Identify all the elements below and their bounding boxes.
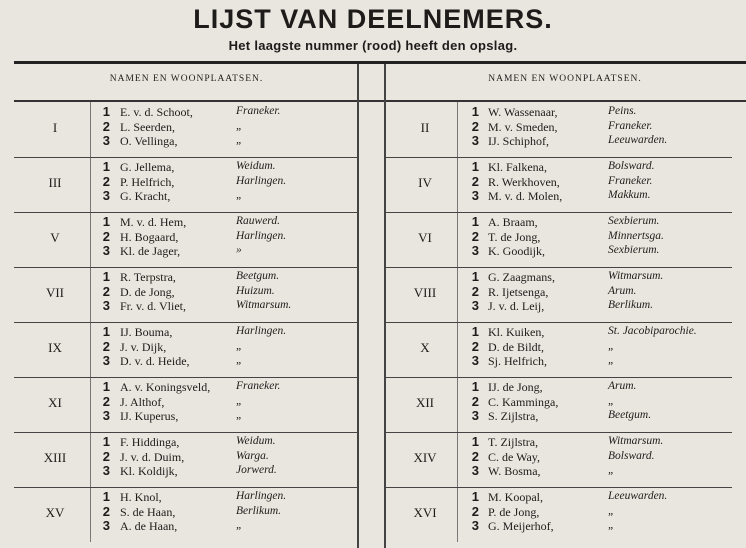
player-residence: „ — [608, 354, 615, 366]
player-name: Sj. Helfrich, — [488, 354, 547, 368]
player-rank: 1 — [102, 214, 110, 229]
player-residence: „ — [236, 394, 243, 407]
player-rank: 2 — [102, 448, 110, 464]
player-name: IJ. Schiphof, — [488, 134, 549, 148]
player-name: M. v. d. Molen, — [488, 189, 563, 203]
player-residence: „ — [236, 339, 243, 352]
player-residence: Harlingen. — [236, 229, 287, 242]
group-number: XII — [415, 395, 435, 410]
player-name: J. v. Dijk, — [120, 339, 167, 354]
player-residence: „ — [236, 119, 243, 132]
player-name: A. Braam, — [488, 215, 538, 229]
player-rank: 3 — [102, 133, 110, 148]
player-name: J. Althof, — [120, 394, 165, 409]
header-rule — [14, 100, 746, 102]
player-rank: 3 — [471, 408, 479, 423]
player-name: G. Meijerhof, — [488, 519, 554, 533]
player-residence: Franeker. — [236, 105, 281, 117]
player-rank: 3 — [471, 298, 479, 313]
player-residence: Minnertsga. — [608, 229, 664, 242]
player-name: A. de Haan, — [120, 519, 178, 533]
player-rank: 3 — [471, 463, 479, 478]
player-rank: 3 — [102, 518, 110, 533]
player-name: D. v. d. Heide, — [120, 354, 190, 368]
player-residence: „ — [236, 409, 243, 421]
player-rank: 1 — [471, 324, 479, 339]
player-rank: 3 — [471, 518, 479, 533]
player-residence: Weidum. — [236, 435, 276, 447]
player-name: E. v. d. Schoot, — [120, 105, 193, 119]
player-residence: Witmarsum. — [608, 435, 664, 447]
player-name: S. de Haan, — [120, 504, 176, 519]
player-name: J. v. d. Duim, — [120, 449, 185, 464]
player-residence: Makkum. — [608, 189, 651, 201]
player-residence: „ — [236, 519, 243, 531]
column-header-left: NAMEN EN WOONPLAATSEN. — [109, 74, 264, 84]
player-rank: 2 — [471, 503, 479, 519]
player-residence: Bolsward. — [608, 160, 655, 172]
player-residence: Peins. — [608, 105, 637, 117]
page-title: LIJST VAN DEELNEMERS. — [193, 4, 553, 34]
player-rank: 3 — [102, 353, 110, 368]
group-divider — [14, 487, 357, 488]
player-rank: 3 — [102, 298, 110, 313]
player-name: IJ. Bouma, — [120, 325, 173, 339]
top-rule — [14, 61, 746, 64]
player-name: P. de Jong, — [488, 504, 540, 519]
player-name: O. Vellinga, — [120, 134, 178, 148]
player-rank: 2 — [471, 283, 479, 299]
player-name: W. Bosma, — [488, 464, 541, 478]
player-residence: » — [236, 244, 242, 256]
player-name: Fr. v. d. Vliet, — [120, 299, 187, 313]
player-rank: 2 — [102, 283, 110, 299]
player-residence: Bolsward. — [608, 449, 655, 462]
player-name: Kl. de Jager, — [120, 244, 181, 258]
player-rank: 1 — [471, 159, 479, 174]
player-name: M. v. d. Hem, — [120, 215, 187, 229]
player-residence: „ — [608, 464, 615, 476]
player-residence: „ — [236, 189, 243, 201]
player-rank: 2 — [471, 338, 479, 354]
group-number: XI — [48, 395, 62, 410]
player-name: T. de Jong, — [488, 229, 541, 244]
player-rank: 1 — [102, 489, 110, 504]
player-name: G. Jellema, — [120, 160, 175, 174]
group-number: IX — [48, 340, 62, 355]
player-rank: 2 — [102, 228, 110, 244]
player-rank: 2 — [102, 503, 110, 519]
player-rank: 2 — [102, 338, 110, 354]
player-residence: Franeker. — [236, 380, 281, 392]
player-rank: 1 — [102, 434, 110, 449]
player-name: P. Helfrich, — [120, 174, 175, 189]
player-residence: Sexbierum. — [608, 244, 660, 256]
player-name: T. Zijlstra, — [488, 435, 539, 449]
column-divider-right — [384, 64, 386, 548]
group-divider — [14, 377, 357, 378]
player-residence: Arum. — [608, 380, 637, 392]
player-rank: 1 — [102, 324, 110, 339]
group-divider — [384, 267, 732, 268]
player-name: A. v. Koningsveld, — [120, 380, 211, 394]
column-divider-left — [357, 64, 359, 548]
player-name: IJ. de Jong, — [488, 380, 543, 394]
player-name: C. de Way, — [488, 449, 541, 464]
group-number: XIII — [43, 450, 67, 465]
group-number: IV — [418, 175, 432, 190]
player-residence: Franeker. — [608, 174, 653, 187]
player-name: IJ. Kuperus, — [120, 409, 179, 423]
player-name: F. Hiddinga, — [120, 435, 180, 449]
player-name: R. Werkhoven, — [488, 174, 560, 189]
player-rank: 2 — [471, 228, 479, 244]
player-residence: Harlingen. — [236, 174, 287, 187]
player-residence: Witmarsum. — [608, 270, 664, 282]
column-header-right: NAMEN EN WOONPLAATSEN. — [488, 74, 642, 84]
player-rank: 1 — [471, 214, 479, 229]
player-name: Kl. Falkena, — [488, 160, 547, 174]
player-residence: Leeuwarden. — [608, 490, 668, 502]
player-residence: „ — [608, 394, 615, 407]
player-residence: Huizum. — [236, 284, 275, 297]
group-number: VIII — [413, 285, 437, 300]
group-divider — [14, 267, 357, 268]
player-residence: „ — [236, 134, 243, 146]
player-residence: „ — [608, 504, 615, 517]
group-divider — [384, 212, 732, 213]
player-name: Kl. Koldijk, — [120, 464, 178, 478]
player-rank: 2 — [102, 173, 110, 189]
group-divider — [14, 157, 357, 158]
player-rank: 1 — [471, 104, 479, 119]
player-residence: Berlikum. — [236, 504, 282, 517]
player-residence: Franeker. — [608, 119, 653, 132]
player-rank: 2 — [102, 118, 110, 134]
group-number: X — [420, 340, 430, 355]
player-residence: Warga. — [236, 449, 269, 462]
group-number: VI — [418, 230, 432, 245]
player-residence: Berlikum. — [608, 299, 654, 311]
player-name: D. de Jong, — [120, 284, 175, 299]
player-rank: 1 — [471, 269, 479, 284]
player-rank: 3 — [471, 133, 479, 148]
player-name: R. Ijetsenga, — [488, 284, 549, 299]
group-number: XIV — [413, 450, 437, 465]
player-rank: 2 — [471, 448, 479, 464]
group-number: XV — [45, 505, 65, 520]
player-rank: 2 — [471, 118, 479, 134]
player-name: K. Goodijk, — [488, 244, 545, 258]
group-divider — [384, 157, 732, 158]
group-divider — [384, 487, 732, 488]
player-rank: 2 — [471, 393, 479, 409]
player-rank: 2 — [471, 173, 479, 189]
player-residence: Rauwerd. — [236, 215, 280, 227]
player-name: M. Koopal, — [488, 490, 543, 504]
group-divider — [14, 212, 357, 213]
player-residence: Arum. — [608, 284, 637, 297]
group-number: XVI — [413, 505, 437, 520]
group-divider — [14, 322, 357, 323]
player-name: G. Kracht, — [120, 189, 171, 203]
player-residence: Beetgum. — [608, 409, 652, 421]
player-name: J. v. d. Leij, — [488, 299, 545, 313]
group-divider — [384, 432, 732, 433]
group-number: II — [420, 120, 430, 135]
player-residence: Harlingen. — [236, 325, 287, 337]
player-rank: 3 — [102, 243, 110, 258]
player-name: S. Zijlstra, — [488, 409, 539, 423]
player-rank: 1 — [471, 434, 479, 449]
player-rank: 1 — [102, 379, 110, 394]
group-number: III — [48, 175, 62, 190]
player-rank: 3 — [471, 243, 479, 258]
player-residence: Weidum. — [236, 160, 276, 172]
player-name: M. v. Smeden, — [488, 119, 558, 134]
player-rank: 1 — [471, 379, 479, 394]
player-rank: 3 — [471, 353, 479, 368]
group-divider — [14, 432, 357, 433]
player-name: Kl. Kuiken, — [488, 325, 545, 339]
player-name: H. Knol, — [120, 490, 162, 504]
player-residence: St. Jacobiparochie. — [608, 325, 697, 337]
player-residence: Harlingen. — [236, 490, 287, 502]
group-number: I — [52, 120, 58, 135]
player-residence: Leeuwarden. — [608, 134, 668, 146]
player-rank: 2 — [102, 393, 110, 409]
group-number: VII — [45, 285, 65, 300]
player-rank: 1 — [102, 159, 110, 174]
player-residence: „ — [236, 354, 243, 366]
player-rank: 3 — [102, 463, 110, 478]
player-residence: Sexbierum. — [608, 215, 660, 227]
page-subtitle: Het laagste nummer (rood) heeft den opslag. — [228, 38, 518, 53]
player-residence: „ — [608, 519, 615, 531]
player-name: C. Kamminga, — [488, 394, 559, 409]
player-rank: 3 — [102, 408, 110, 423]
player-rank: 3 — [102, 188, 110, 203]
player-name: D. de Bildt, — [488, 339, 544, 354]
group-divider — [384, 322, 732, 323]
player-residence: Jorwerd. — [236, 464, 277, 476]
player-name: W. Wassenaar, — [488, 105, 558, 119]
player-rank: 1 — [471, 489, 479, 504]
player-rank: 3 — [471, 188, 479, 203]
player-residence: Witmarsum. — [236, 299, 292, 311]
group-divider — [384, 377, 732, 378]
player-rank: 1 — [102, 104, 110, 119]
group-number: V — [50, 230, 60, 245]
player-residence: Beetgum. — [236, 270, 280, 282]
player-name: L. Seerden, — [120, 119, 175, 134]
player-name: G. Zaagmans, — [488, 270, 555, 284]
player-name: H. Bogaard, — [120, 229, 179, 244]
player-residence: „ — [608, 339, 615, 352]
player-name: R. Terpstra, — [120, 270, 176, 284]
player-rank: 1 — [102, 269, 110, 284]
